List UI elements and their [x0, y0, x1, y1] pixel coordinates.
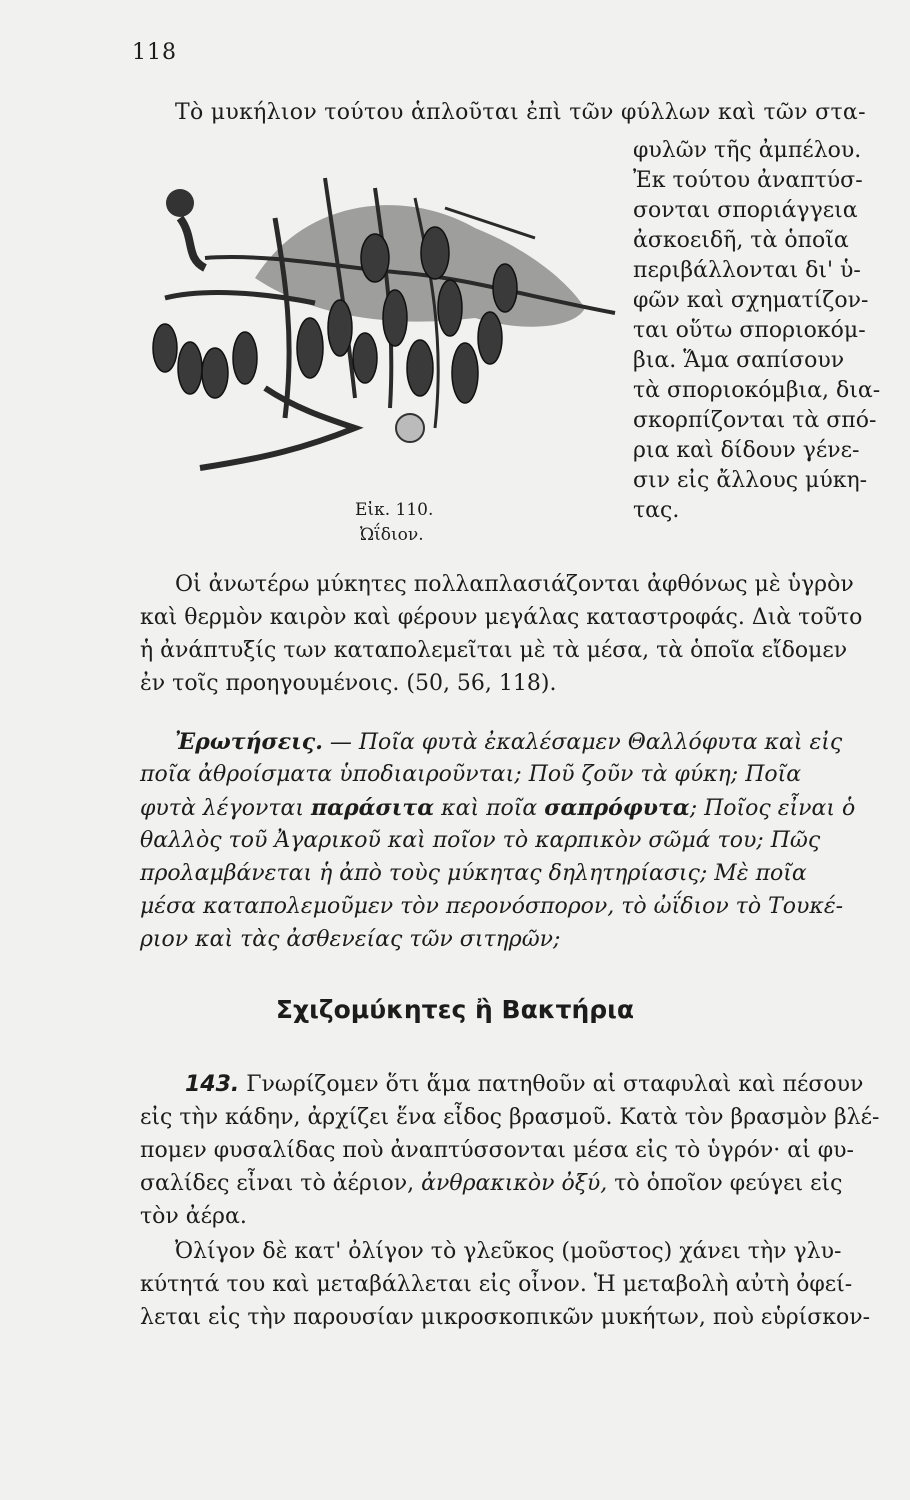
section-line: εἰς τὴν κάδην, ἀρχίζει ἕνα εἶδος βρασμοῦ. Κατὰ τὸν βρασμὸν βλέ- [140, 1105, 880, 1130]
questions-text: καὶ ποῖα [434, 796, 545, 821]
section-text: σαλίδες εἶναι τὸ ἀέριον, [140, 1171, 422, 1196]
questions-line-1 [175, 727, 842, 758]
term-carbonic-acid: ἀνθρακικὸν ὀξύ, [421, 1171, 608, 1196]
section-line-1 [185, 1070, 863, 1100]
wrap-line: περιβάλλονται δι' ὑ- [633, 258, 861, 283]
wrap-line: σιν εἰς ἄλλους μύκη- [633, 468, 868, 493]
term-saprophytes: σαπρόφυτα [544, 795, 690, 821]
questions-text: — Ποῖα φυτὰ ἐκαλέσαμεν Θαλλόφυτα καὶ εἰς [322, 730, 843, 755]
questions-line-3 [140, 793, 855, 824]
questions-text: ; Ποῖος εἶναι ὁ [689, 796, 856, 821]
wrap-line: φυλῶν τῆς ἀμπέλου. [633, 138, 862, 163]
questions-text: φυτὰ λέγονται [140, 796, 311, 821]
para-line: ἐν τοῖς προηγουμένοις. (50, 56, 118). [140, 671, 557, 696]
term-parasites: παράσιτα [310, 795, 435, 821]
section-line: κύτητά του καὶ μεταβάλλεται εἰς οἶνον. Ἡ μεταβολὴ αὐτὴ ὀφεί- [140, 1272, 853, 1297]
wrap-line: ρια καὶ δίδουν γένε- [633, 438, 860, 463]
page-number: 118 [132, 40, 177, 65]
section-line: Ὀλίγον δὲ κατ' ὀλίγον τὸ γλεῦκος (μοῦστος) χάνει τὴν γλυ- [175, 1239, 842, 1264]
intro-line: Τὸ μυκήλιον τούτου ἁπλοῦται ἐπὶ τῶν φύλλων καὶ τῶν στα- [175, 100, 866, 125]
questions-line: ποῖα ἀθροίσματα ὑποδιαιροῦνται; Ποῦ ζοῦν τὰ φύκη; Ποῖα [140, 762, 802, 787]
para-line: καὶ θερμὸν καιρὸν καὶ φέρουν μεγάλας καταστροφάς. Διὰ τοῦτο [140, 605, 863, 630]
questions-label: Ἐρωτήσεις. [175, 729, 323, 755]
wrap-line: βια. Ἅμα σαπίσουν [633, 348, 845, 373]
section-line: λεται εἰς τὴν παρουσίαν μικροσκοπικῶν μυκήτων, ποὺ εὑρίσκον- [140, 1305, 871, 1330]
wrap-line: Ἐκ τούτου ἀναπτύσ- [633, 168, 863, 193]
wrap-line: ἀσκοειδῆ, τὰ ὁποῖα [633, 228, 849, 253]
wrap-line: τας. [633, 498, 680, 523]
section-heading: Σχιζομύκητες ἢ Βακτήρια [275, 995, 635, 1024]
section-line: τὸν ἀέρα. [140, 1204, 247, 1229]
section-text: Γνωρίζομεν ὅτι ἅμα πατηθοῦν αἱ σταφυλαὶ καὶ πέσουν [239, 1072, 864, 1097]
wrap-line: ται οὕτω σποριοκόμ- [633, 318, 866, 343]
para-line: ἡ ἀνάπτυξίς των καταπολεμεῖται μὲ τὰ μέσα, τὰ ὁποῖα εἴδομεν [140, 638, 848, 663]
section-line-4 [140, 1169, 842, 1199]
wrap-line: τὰ σποριοκόμβια, δια- [633, 378, 881, 403]
questions-line: μέσα καταπολεμοῦμεν τὸν περονόσπορον, τὸ ὠΐδιον τὸ Τουκέ- [140, 894, 844, 919]
section-number: 143. [185, 1072, 240, 1097]
oidium-figure [145, 158, 625, 483]
figure-caption-title: Ὠΐδιον. [360, 525, 424, 545]
questions-line: ριον καὶ τὰς ἀσθενείας τῶν σιτηρῶν; [140, 927, 561, 952]
questions-line: θαλλὸς τοῦ Ἀγαρικοῦ καὶ ποῖον τὸ καρπικὸν σῶμά του; Πῶς [140, 828, 821, 853]
para-line: Οἱ ἀνωτέρω μύκητες πολλαπλασιάζονται ἀφθόνως μὲ ὑγρὸν [175, 572, 854, 597]
wrap-line: σκορπίζονται τὰ σπό- [633, 408, 877, 433]
wrap-line: σονται σποριάγγεια [633, 198, 858, 223]
questions-line: προλαμβάνεται ἡ ἀπὸ τοὺς μύκητας δηλητηρίασις; Μὲ ποῖα [140, 861, 807, 886]
figure-caption-number: Εἰκ. 110. [355, 500, 434, 520]
section-line: πομεν φυσαλίδας ποὺ ἀναπτύσσονται μέσα εἰς τὸ ὑγρόν· αἱ φυ- [140, 1138, 854, 1163]
wrap-line: φῶν καὶ σχηματίζον- [633, 288, 869, 313]
section-text: τὸ ὁποῖον φεύγει εἰς [607, 1171, 843, 1196]
